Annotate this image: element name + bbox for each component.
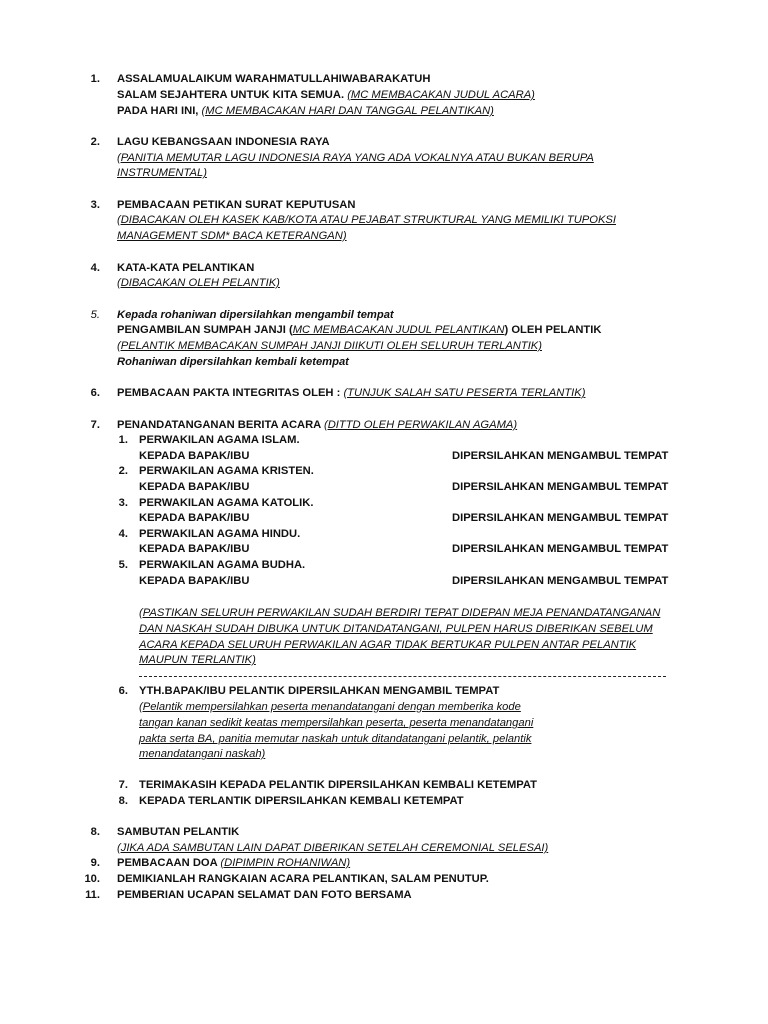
pen-note: ACARA KEPADA SELURUH PERWAKILAN AGAR TIDAK BERTUKAR PULPEN ANTAR PELANTIK bbox=[139, 639, 637, 651]
sub-right: DIPERSILAHKAN MENGAMBUL TEMPAT bbox=[452, 512, 669, 524]
item-note: (DIPIMPIN ROHANIWAN) bbox=[220, 857, 351, 869]
sub-right: DIPERSILAHKAN MENGAMBUL TEMPAT bbox=[452, 481, 669, 493]
sub-right: DIPERSILAHKAN MENGAMBUL TEMPAT bbox=[452, 450, 669, 462]
item-number: 3. bbox=[90, 199, 100, 211]
item-note: (DIBACAKAN OLEH PELANTIK) bbox=[117, 277, 280, 289]
pen-note: MAUPUN TERLANTIK) bbox=[139, 654, 256, 666]
oath-line bbox=[117, 323, 601, 337]
rohaniwan-return: Rohaniwan dipersilahkan kembali ketempat bbox=[117, 356, 349, 368]
item-number: 4. bbox=[90, 262, 100, 274]
oath-text-end: ) OLEH PELANTIK bbox=[504, 324, 602, 336]
doa-line bbox=[117, 856, 350, 870]
mc-note: (MC MEMBACAKAN JUDUL ACARA) bbox=[347, 89, 535, 101]
sub-label: PERWAKILAN AGAMA KRISTEN. bbox=[139, 465, 314, 477]
item-number: 9. bbox=[90, 857, 100, 869]
sub-left: KEPADA BAPAK/IBU bbox=[139, 450, 250, 462]
item-note: (TUNJUK SALAH SATU PESERTA TERLANTIK) bbox=[343, 387, 586, 399]
item-note: (DIBACAKAN OLEH KASEK KAB/KOTA ATAU PEJABAT STRUKTURAL YANG MEMILIKI TUPOKSI bbox=[117, 214, 616, 226]
item-title: KATA-KATA PELANTIKAN bbox=[117, 262, 255, 274]
greeting-line: ASSALAMUALAIKUM WARAHMATULLAHIWABARAKATUH bbox=[117, 73, 431, 85]
item-number: 7. bbox=[90, 419, 100, 431]
item-title: PENANDATANGANAN BERITA ACARA bbox=[117, 419, 321, 431]
sub-note: (Pelantik mempersilahkan peserta menandatangani dengan memberika kode bbox=[139, 701, 521, 713]
salutation-text: SALAM SEJAHTERA UNTUK KITA SEMUA. bbox=[117, 89, 345, 101]
item-number: 10. bbox=[84, 873, 100, 885]
item-number: 2. bbox=[90, 136, 100, 148]
sub-left: KEPADA BAPAK/IBU bbox=[139, 543, 250, 555]
mc-note: MC MEMBACAKAN JUDUL PELANTIKAN bbox=[292, 324, 505, 336]
sub-number: 3. bbox=[118, 497, 128, 509]
item-number: 5. bbox=[90, 309, 100, 321]
pen-note: (PASTIKAN SELURUH PERWAKILAN SUDAH BERDIRI TEPAT DIDEPAN MEJA PENANDATANGANAN bbox=[139, 607, 661, 619]
sub-number: 1. bbox=[118, 434, 128, 446]
item-number: 11. bbox=[85, 889, 100, 901]
item-title: PEMBACAAN DOA bbox=[117, 857, 218, 869]
sub-number: 8. bbox=[118, 795, 128, 807]
item-title: PEMBERIAN UCAPAN SELAMAT DAN FOTO BERSAMA bbox=[117, 889, 412, 901]
sub-number: 6. bbox=[118, 685, 128, 697]
item-note: (DITTD OLEH PERWAKILAN AGAMA) bbox=[323, 419, 518, 431]
sub-title: YTH.BAPAK/IBU PELANTIK DIPERSILAHKAN MENGAMBIL TEMPAT bbox=[139, 685, 500, 697]
sub-label: PERWAKILAN AGAMA BUDHA. bbox=[139, 559, 306, 571]
sub-label: PERWAKILAN AGAMA ISLAM. bbox=[139, 434, 300, 446]
item-title: DEMIKIANLAH RANGKAIAN ACARA PELANTIKAN, SALAM PENUTUP. bbox=[117, 873, 489, 885]
item-note: (JIKA ADA SAMBUTAN LAIN DAPAT DIBERIKAN SETELAH CEREMONIAL SELESAI) bbox=[117, 842, 549, 854]
item-note: MANAGEMENT SDM* BACA KETERANGAN) bbox=[117, 230, 347, 242]
berita-acara-line bbox=[117, 418, 517, 432]
sub-number: 4. bbox=[118, 528, 128, 540]
pen-note: DAN NASKAH SUDAH DIBUKA UNTUK DITANDATANGANI, PULPEN HARUS DIBERIKAN SEBELUM bbox=[139, 623, 653, 635]
item-note: INSTRUMENTAL) bbox=[117, 167, 207, 179]
sub-right: DIPERSILAHKAN MENGAMBUL TEMPAT bbox=[452, 575, 669, 587]
item-number: 8. bbox=[90, 826, 100, 838]
sub-left: KEPADA BAPAK/IBU bbox=[139, 575, 250, 587]
sub-number: 5. bbox=[118, 559, 128, 571]
mc-note: (MC MEMBACAKAN HARI DAN TANGGAL PELANTIKAN) bbox=[201, 105, 494, 117]
item-title: SAMBUTAN PELANTIK bbox=[117, 826, 240, 838]
sub-number: 2. bbox=[118, 465, 128, 477]
sub-number: 7. bbox=[118, 779, 128, 791]
salutation-line bbox=[117, 88, 535, 102]
sub-note: menandatangani naskah) bbox=[139, 748, 266, 760]
item-number: 1. bbox=[90, 73, 100, 85]
dashed-divider bbox=[139, 676, 666, 677]
sub-right: DIPERSILAHKAN MENGAMBUL TEMPAT bbox=[452, 543, 669, 555]
sub-text: TERIMAKASIH KEPADA PELANTIK DIPERSILAHKAN KEMBALI KETEMPAT bbox=[139, 779, 537, 791]
oath-text: PENGAMBILAN SUMPAH JANJI ( bbox=[117, 324, 293, 336]
sub-note: pakta serta BA, panitia memutar naskah untuk ditandatangani pelantik, pelantik bbox=[139, 733, 532, 745]
sub-left: KEPADA BAPAK/IBU bbox=[139, 512, 250, 524]
pakta-line bbox=[117, 386, 585, 400]
sub-left: KEPADA BAPAK/IBU bbox=[139, 481, 250, 493]
sub-label: PERWAKILAN AGAMA KATOLIK. bbox=[139, 497, 314, 509]
item-title: PEMBACAAN PAKTA INTEGRITAS OLEH : bbox=[117, 387, 341, 399]
sub-text: KEPADA TERLANTIK DIPERSILAHKAN KEMBALI KETEMPAT bbox=[139, 795, 464, 807]
item-note: (PELANTIK MEMBACAKAN SUMPAH JANJI DIIKUTI OLEH SELURUH TERLANTIK) bbox=[117, 340, 542, 352]
item-title: PEMBACAAN PETIKAN SURAT KEPUTUSAN bbox=[117, 199, 356, 211]
rohaniwan-instruction: Kepada rohaniwan dipersilahkan mengambil tempat bbox=[117, 309, 394, 321]
date-line bbox=[117, 104, 494, 118]
date-text: PADA HARI INI, bbox=[117, 105, 199, 117]
sub-note: tangan kanan sedikit keatas mempersilahkan peserta, peserta menandatangani bbox=[139, 717, 534, 729]
item-title: LAGU KEBANGSAAN INDONESIA RAYA bbox=[117, 136, 330, 148]
item-note: (PANITIA MEMUTAR LAGU INDONESIA RAYA YANG ADA VOKALNYA ATAU BUKAN BERUPA bbox=[117, 152, 594, 164]
item-number: 6. bbox=[90, 387, 100, 399]
sub-label: PERWAKILAN AGAMA HINDU. bbox=[139, 528, 301, 540]
